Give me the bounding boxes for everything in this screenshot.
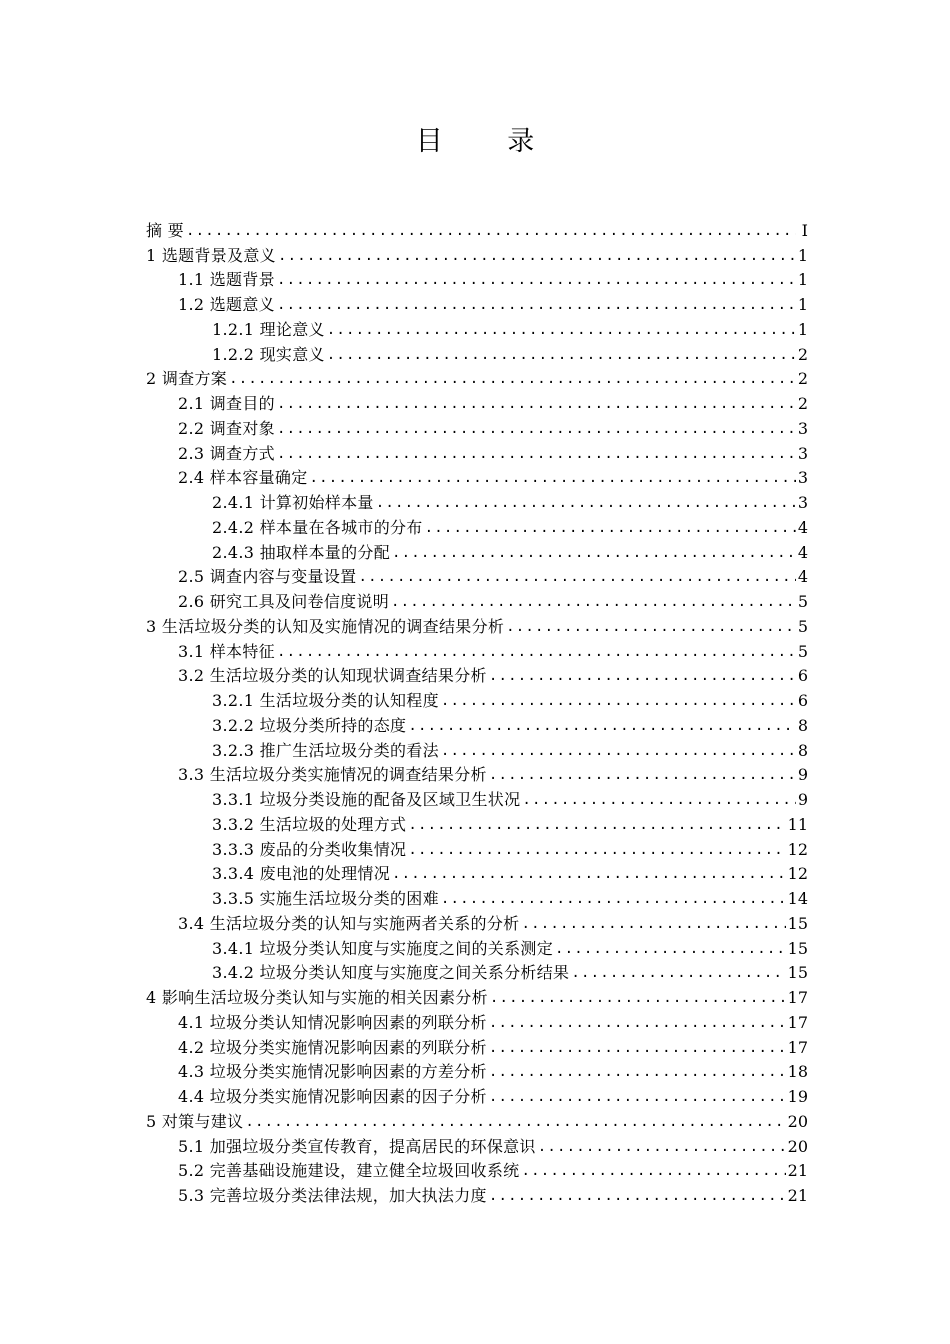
toc-entry-page-number: 11 bbox=[787, 814, 808, 834]
toc-entry-page-number: 15 bbox=[787, 938, 808, 958]
toc-dot-leader bbox=[229, 369, 796, 389]
toc-entry-page-number: 17 bbox=[787, 988, 808, 1007]
toc-entry[interactable] bbox=[146, 1107, 808, 1132]
toc-entry-page-number: 15 bbox=[787, 963, 808, 983]
toc-entry-page-number: 17 bbox=[787, 1012, 808, 1032]
toc-dot-leader bbox=[489, 765, 796, 785]
toc-entry-page-number: 1 bbox=[797, 270, 808, 290]
toc-dot-leader bbox=[571, 963, 785, 983]
toc-entry[interactable] bbox=[146, 439, 808, 464]
toc-entry[interactable] bbox=[146, 884, 808, 909]
toc-dot-leader bbox=[277, 295, 796, 315]
toc-entry-page-number: 9 bbox=[797, 765, 808, 785]
toc-dot-leader bbox=[358, 567, 795, 587]
toc-entry[interactable] bbox=[146, 464, 808, 489]
toc-dot-leader bbox=[408, 840, 785, 860]
toc-entry-page-number: 21 bbox=[787, 1186, 808, 1205]
toc-entry[interactable] bbox=[146, 662, 808, 687]
toc-entry[interactable] bbox=[146, 909, 808, 934]
toc-dot-leader bbox=[441, 889, 786, 909]
toc-dot-leader bbox=[277, 642, 796, 662]
toc-dot-leader bbox=[392, 543, 796, 563]
toc-entry-label: 3.3.1 垃圾分类设施的配备及区域卫生状况 bbox=[212, 790, 521, 809]
toc-dot-leader bbox=[327, 345, 796, 365]
toc-dot-leader bbox=[277, 444, 796, 464]
toc-dot-leader bbox=[186, 221, 796, 241]
toc-entry-label: 1.2 选题意义 bbox=[178, 295, 275, 314]
toc-entry-page-number: 2 bbox=[797, 344, 808, 364]
toc-entry-label: 1.2.1 理论意义 bbox=[212, 319, 325, 339]
toc-entry-label: 2.3 调查方式 bbox=[178, 443, 275, 463]
toc-entry-page-number: 20 bbox=[787, 1136, 808, 1156]
toc-entry[interactable] bbox=[146, 637, 808, 662]
toc-entry-label: 3.4.1 垃圾分类认知度与实施度之间的关系测定 bbox=[212, 938, 553, 958]
toc-dot-leader bbox=[489, 1186, 786, 1206]
toc-entry[interactable] bbox=[146, 266, 808, 291]
toc-entry-label: 5.3 完善垃圾分类法律法规，加大执法力度 bbox=[178, 1186, 487, 1205]
toc-dot-leader bbox=[489, 1062, 786, 1082]
toc-entry-label: 3.2.3 推广生活垃圾分类的看法 bbox=[212, 740, 439, 760]
toc-dot-leader bbox=[489, 1087, 786, 1107]
toc-entry-label: 2 调查方案 bbox=[146, 369, 228, 389]
toc-entry-page-number: 1 bbox=[797, 245, 808, 265]
toc-entry-page-number: 9 bbox=[797, 790, 808, 809]
toc-entry-label: 3.3.5 实施生活垃圾分类的困难 bbox=[212, 889, 439, 908]
toc-entry[interactable] bbox=[146, 736, 808, 761]
toc-dot-leader bbox=[425, 518, 796, 538]
toc-dot-leader bbox=[441, 691, 796, 711]
toc-entry-page-number: 2 bbox=[797, 394, 808, 413]
toc-entry-label: 摘 要 bbox=[146, 220, 184, 240]
toc-entry-page-number: 6 bbox=[797, 666, 808, 686]
toc-dot-leader bbox=[278, 246, 796, 266]
toc-entry-page-number: 1 bbox=[797, 319, 808, 339]
toc-dot-leader bbox=[376, 493, 796, 513]
toc-dot-leader bbox=[506, 617, 796, 637]
toc-entry[interactable] bbox=[146, 711, 808, 736]
toc-entry-page-number: 3 bbox=[797, 468, 808, 488]
toc-entry[interactable] bbox=[146, 983, 808, 1008]
toc-entry-page-number: 3 bbox=[797, 443, 808, 463]
toc-entry-page-number: 3 bbox=[797, 418, 808, 438]
toc-entry-page-number: 5 bbox=[797, 592, 808, 611]
toc-entry-label: 4.2 垃圾分类实施情况影响因素的列联分析 bbox=[178, 1037, 487, 1057]
toc-entry[interactable] bbox=[146, 1181, 808, 1206]
toc-entry[interactable] bbox=[146, 860, 808, 885]
toc-entry[interactable] bbox=[146, 216, 808, 241]
toc-entry-page-number: 20 bbox=[787, 1111, 808, 1131]
toc-entry-page-number: 17 bbox=[787, 1037, 808, 1057]
toc-dot-leader bbox=[521, 1161, 785, 1181]
toc-entry-page-number: 4 bbox=[797, 567, 808, 587]
toc-dot-leader bbox=[277, 394, 796, 414]
toc-entry-label: 4.1 垃圾分类认知情况影响因素的列联分析 bbox=[178, 1012, 487, 1032]
toc-entry-page-number: 18 bbox=[787, 1062, 808, 1082]
toc-entry[interactable] bbox=[146, 241, 808, 266]
toc-entry-label: 3.2.2 垃圾分类所持的态度 bbox=[212, 715, 407, 735]
toc-entry-label: 5.1 加强垃圾分类宣传教育，提高居民的环保意识 bbox=[178, 1136, 536, 1156]
toc-entry-page-number: 12 bbox=[787, 864, 808, 884]
toc-entry-label: 5 对策与建议 bbox=[146, 1111, 244, 1131]
toc-entry-page-number: I bbox=[801, 220, 808, 240]
toc-entry-label: 2.2 调查对象 bbox=[178, 418, 275, 438]
toc-dot-leader bbox=[522, 790, 795, 810]
toc-entry[interactable] bbox=[146, 563, 808, 588]
toc-entry[interactable] bbox=[146, 1132, 808, 1157]
toc-entry-page-number: 14 bbox=[787, 889, 808, 908]
table-of-contents bbox=[146, 216, 808, 1206]
toc-entry[interactable] bbox=[146, 959, 808, 984]
page-title: 目 录 bbox=[415, 126, 563, 157]
toc-entry-label: 2.4.3 抽取样本量的分配 bbox=[212, 542, 390, 562]
toc-entry[interactable] bbox=[146, 686, 808, 711]
toc-entry-label: 1.1 选题背景 bbox=[178, 270, 275, 290]
toc-entry-page-number: 6 bbox=[797, 691, 808, 710]
toc-entry[interactable] bbox=[146, 785, 808, 810]
toc-entry[interactable] bbox=[146, 1008, 808, 1033]
toc-entry-label: 3 生活垃圾分类的认知及实施情况的调查结果分析 bbox=[146, 616, 505, 636]
toc-dot-leader bbox=[489, 666, 796, 686]
toc-entry-label: 3.3.2 生活垃圾的处理方式 bbox=[212, 814, 407, 834]
toc-entry-label: 2.1 调查目的 bbox=[178, 394, 275, 413]
toc-dot-leader bbox=[327, 320, 796, 340]
toc-entry-page-number: 19 bbox=[787, 1087, 808, 1106]
toc-entry[interactable] bbox=[146, 835, 808, 860]
toc-entry-page-number: 2 bbox=[797, 369, 808, 389]
toc-entry-page-number: 12 bbox=[787, 839, 808, 859]
toc-entry[interactable] bbox=[146, 340, 808, 365]
toc-entry-label: 1 选题背景及意义 bbox=[146, 245, 276, 265]
toc-entry-page-number: 5 bbox=[797, 616, 808, 636]
toc-entry-page-number: 8 bbox=[797, 715, 808, 735]
toc-dot-leader bbox=[521, 914, 785, 934]
toc-entry-label: 3.3 生活垃圾分类实施情况的调查结果分析 bbox=[178, 765, 487, 785]
toc-entry[interactable] bbox=[146, 1157, 808, 1182]
toc-entry-label: 1.2.2 现实意义 bbox=[212, 344, 325, 364]
toc-dot-leader bbox=[310, 468, 796, 488]
toc-dot-leader bbox=[277, 270, 796, 290]
toc-entry-page-number: 1 bbox=[797, 295, 808, 314]
toc-dot-leader bbox=[408, 716, 796, 736]
toc-entry[interactable] bbox=[146, 414, 808, 439]
toc-entry[interactable] bbox=[146, 365, 808, 390]
toc-entry[interactable] bbox=[146, 612, 808, 637]
toc-entry-label: 4.3 垃圾分类实施情况影响因素的方差分析 bbox=[178, 1062, 487, 1082]
toc-entry-label: 2.5 调查内容与变量设置 bbox=[178, 567, 357, 587]
toc-entry-label: 2.4.1 计算初始样本量 bbox=[212, 493, 374, 512]
toc-dot-leader bbox=[538, 1137, 786, 1157]
toc-entry[interactable] bbox=[146, 1058, 808, 1083]
toc-dot-leader bbox=[408, 815, 785, 835]
toc-entry[interactable] bbox=[146, 761, 808, 786]
toc-entry-label: 3.3.3 废品的分类收集情况 bbox=[212, 839, 407, 859]
toc-entry-page-number: 4 bbox=[797, 517, 808, 537]
toc-entry-page-number: 8 bbox=[797, 740, 808, 760]
toc-entry-page-number: 3 bbox=[797, 493, 808, 512]
toc-dot-leader bbox=[490, 988, 786, 1008]
toc-entry[interactable] bbox=[146, 1033, 808, 1058]
toc-dot-leader bbox=[277, 419, 796, 439]
toc-entry-label: 3.2.1 生活垃圾分类的认知程度 bbox=[212, 691, 439, 710]
toc-entry[interactable] bbox=[146, 1082, 808, 1107]
toc-entry-label: 5.2 完善基础设施建设，建立健全垃圾回收系统 bbox=[178, 1161, 520, 1181]
toc-entry[interactable] bbox=[146, 538, 808, 563]
toc-entry-label: 4.4 垃圾分类实施情况影响因素的因子分析 bbox=[178, 1087, 487, 1106]
toc-entry[interactable] bbox=[146, 488, 808, 513]
toc-entry[interactable] bbox=[146, 810, 808, 835]
toc-entry-label: 3.1 样本特征 bbox=[178, 641, 275, 661]
toc-entry-page-number: 5 bbox=[797, 641, 808, 661]
toc-dot-leader bbox=[245, 1112, 785, 1132]
toc-entry-label: 3.4.2 垃圾分类认知度与实施度之间关系分析结果 bbox=[212, 963, 570, 983]
toc-entry[interactable] bbox=[146, 315, 808, 340]
toc-dot-leader bbox=[392, 864, 786, 884]
toc-entry-label: 2.4.2 样本量在各城市的分布 bbox=[212, 517, 423, 537]
toc-dot-leader bbox=[489, 1038, 786, 1058]
toc-entry-label: 2.6 研究工具及问卷信度说明 bbox=[178, 592, 390, 611]
toc-dot-leader bbox=[441, 741, 796, 761]
toc-entry-page-number: 15 bbox=[787, 913, 808, 933]
toc-entry-label: 3.3.4 废电池的处理情况 bbox=[212, 864, 390, 884]
toc-entry[interactable] bbox=[146, 587, 808, 612]
toc-entry-page-number: 4 bbox=[797, 542, 808, 562]
toc-entry[interactable] bbox=[146, 389, 808, 414]
toc-entry[interactable] bbox=[146, 934, 808, 959]
toc-entry-label: 2.4 样本容量确定 bbox=[178, 468, 308, 488]
toc-dot-leader bbox=[489, 1013, 786, 1033]
toc-entry-label: 3.2 生活垃圾分类的认知现状调查结果分析 bbox=[178, 666, 487, 686]
toc-dot-leader bbox=[555, 939, 786, 959]
toc-entry[interactable] bbox=[146, 290, 808, 315]
toc-entry-label: 3.4 生活垃圾分类的认知与实施两者关系的分析 bbox=[178, 913, 520, 933]
toc-entry-label: 4 影响生活垃圾分类认知与实施的相关因素分析 bbox=[146, 988, 488, 1007]
toc-dot-leader bbox=[391, 592, 796, 612]
toc-entry-page-number: 21 bbox=[787, 1161, 808, 1181]
toc-entry[interactable] bbox=[146, 513, 808, 538]
